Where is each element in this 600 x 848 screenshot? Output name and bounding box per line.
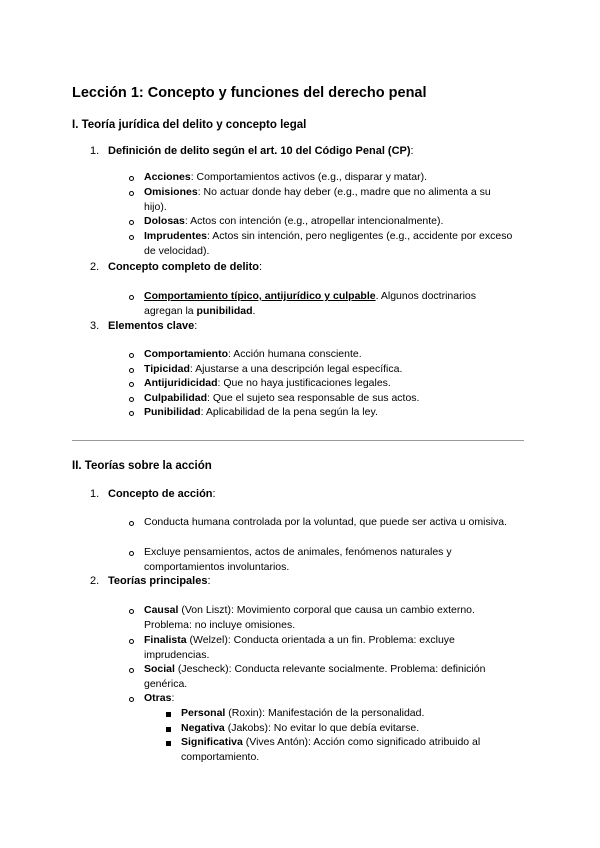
bullet-circle-icon	[129, 353, 134, 358]
bullet-circle-icon	[129, 668, 134, 673]
list-item: Causal (Von Liszt): Movimiento corporal que causa un cambio externo. Problema: no incluye omisiones.	[144, 604, 475, 631]
bullet-circle-icon	[129, 295, 134, 300]
list-item: Significativa (Vives Antón): Acción como significado atribuido al comportamiento.	[181, 736, 481, 763]
list-item: Antijuridicidad: Que no haya justificaciones legales.	[144, 377, 391, 389]
list-item-heading: Definición de delito según el art. 10 del Código Penal (CP):	[108, 145, 414, 157]
bullet-circle-icon	[129, 521, 134, 526]
bullet-circle-icon	[129, 551, 134, 556]
list-item: Acciones: Comportamientos activos (e.g., disparar y matar).	[144, 171, 428, 183]
list-item: Finalista (Welzel): Conducta orientada a un fin. Problema: excluye imprudencias.	[144, 634, 455, 661]
list-item: Comportamiento típico, antijurídico y culpable. Algunos doctrinarios agregan la punibilidad.	[144, 290, 477, 317]
horizontal-divider	[72, 440, 524, 441]
page-title: Lección 1: Concepto y funciones del derecho penal	[72, 85, 427, 101]
bullet-square-icon	[166, 741, 171, 746]
list-item-heading: Teorías principales:	[108, 575, 211, 587]
list-number: 2.	[90, 575, 100, 587]
bullet-circle-icon	[129, 411, 134, 416]
section-heading: II. Teorías sobre la acción	[72, 460, 212, 472]
list-item: Culpabilidad: Que el sujeto sea responsable de sus actos.	[144, 392, 420, 404]
list-item: Comportamiento: Acción humana consciente.	[144, 348, 362, 360]
list-item: Omisiones: No actuar donde hay deber (e.g., madre que no alimenta a su hijo).	[144, 186, 491, 213]
list-item: Excluye pensamientos, actos de animales, fenómenos naturales y comportamientos involuntarios.	[144, 546, 452, 573]
list-number: 3.	[90, 320, 100, 332]
list-item: Personal (Roxin): Manifestación de la personalidad.	[181, 707, 425, 719]
list-item: Otras:	[144, 692, 175, 704]
section-heading: I. Teoría jurídica del delito y concepto legal	[72, 119, 307, 131]
bullet-circle-icon	[129, 697, 134, 702]
bullet-circle-icon	[129, 235, 134, 240]
bullet-square-icon	[166, 712, 171, 717]
list-item: Dolosas: Actos con intención (e.g., atropellar intencionalmente).	[144, 215, 444, 227]
bullet-circle-icon	[129, 609, 134, 614]
list-number: 1.	[90, 488, 100, 500]
bullet-circle-icon	[129, 176, 134, 181]
list-item: Social (Jescheck): Conducta relevante socialmente. Problema: definición genérica.	[144, 663, 486, 690]
bullet-circle-icon	[129, 220, 134, 225]
list-item-heading: Concepto de acción:	[108, 488, 216, 500]
bullet-circle-icon	[129, 382, 134, 387]
list-item-heading: Concepto completo de delito:	[108, 261, 263, 273]
list-item: Punibilidad: Aplicabilidad de la pena según la ley.	[144, 406, 378, 418]
list-number: 2.	[90, 261, 100, 273]
bullet-circle-icon	[129, 639, 134, 644]
bullet-square-icon	[166, 727, 171, 732]
list-number: 1.	[90, 145, 100, 157]
list-item-heading: Elementos clave:	[108, 320, 198, 332]
bullet-circle-icon	[129, 191, 134, 196]
list-item: Imprudentes: Actos sin intención, pero negligentes (e.g., accidente por exceso de velocidad).	[144, 230, 513, 257]
bullet-circle-icon	[129, 368, 134, 373]
list-item: Tipicidad: Ajustarse a una descripción legal específica.	[144, 363, 403, 375]
bullet-circle-icon	[129, 397, 134, 402]
list-item: Negativa (Jakobs): No evitar lo que debía evitarse.	[181, 722, 420, 734]
list-item: Conducta humana controlada por la voluntad, que puede ser activa u omisiva.	[144, 516, 508, 528]
